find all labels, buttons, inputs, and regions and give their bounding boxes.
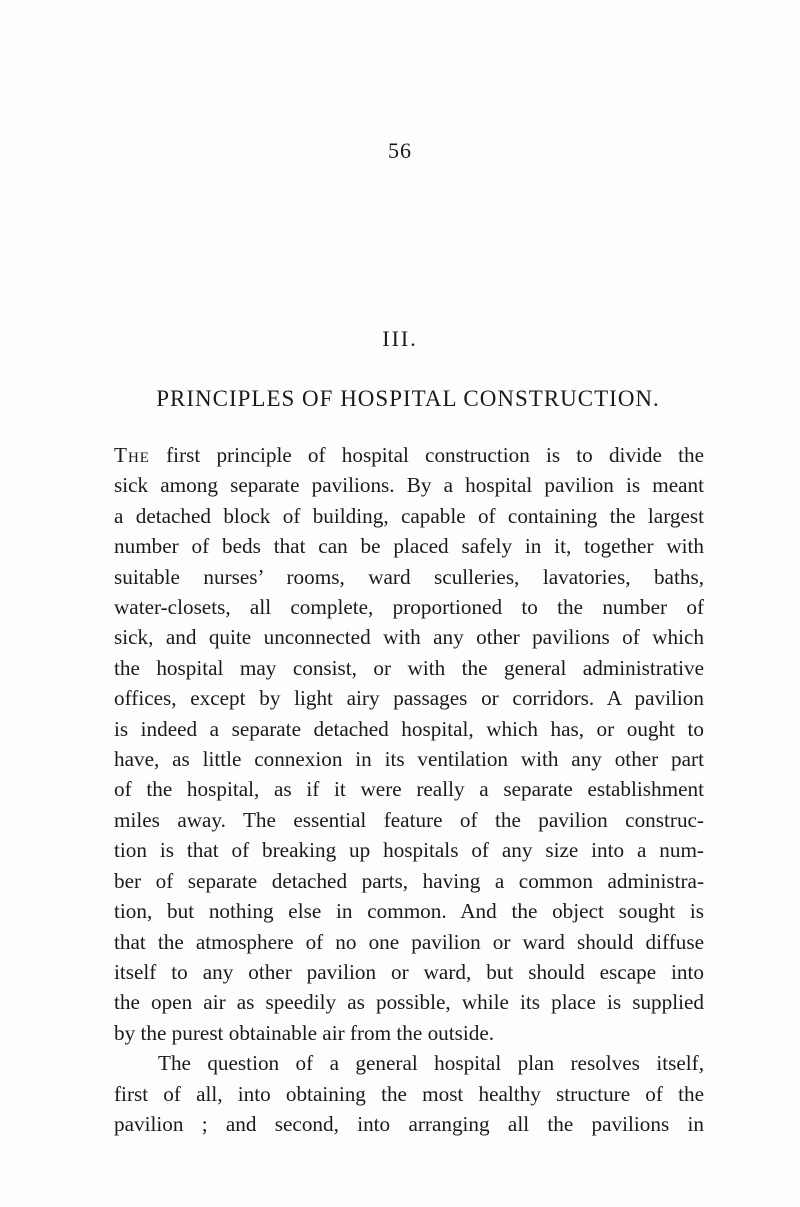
opening-word: The <box>114 443 150 467</box>
text-line: tion is that of breaking up hospitals of any size into a num- <box>114 838 704 863</box>
text-line: that the atmosphere of no one pavilion or ward should diffuse <box>114 929 704 954</box>
text-line: number of beds that can be placed safely in it, together with <box>114 534 704 559</box>
body-text <box>114 440 704 1139</box>
text-line-rest: first principle of hospital construction is to divide the <box>149 443 704 467</box>
text-line: of the hospital, as if it were really a separate establishment <box>114 777 704 802</box>
text-line: the hospital may consist, or with the general administrative <box>114 655 704 680</box>
text-line: water-closets, all complete, proportioned to the number of <box>114 595 704 620</box>
text-line: itself to any other pavilion or ward, but should escape into <box>114 959 704 984</box>
text-line: offices, except by light airy passages or corridors. A pavilion <box>114 686 704 711</box>
chapter-number: III. <box>382 326 418 351</box>
text-line: a detached block of building, capable of containing the largest <box>114 503 704 528</box>
text-line: by the purest obtainable air from the outside. <box>114 1020 495 1045</box>
text-line <box>114 440 704 470</box>
text-line: first of all, into obtaining the most healthy structure of the <box>114 1081 704 1106</box>
text-line: the open air as speedily as possible, while its place is supplied <box>114 990 704 1015</box>
text-line: miles away. The essential feature of the pavilion construc- <box>114 807 704 832</box>
text-line: ber of separate detached parts, having a common administra- <box>114 868 704 893</box>
paragraph-1 <box>114 440 704 1048</box>
text-line: The question of a general hospital plan resolves itself, <box>158 1051 704 1076</box>
text-line: sick, and quite unconnected with any other pavilions of which <box>114 625 704 650</box>
text-line: sick among separate pavilions. By a hospital pavilion is meant <box>114 473 704 498</box>
text-line: pavilion ; and second, into arranging all the pavilions in <box>114 1111 704 1136</box>
text-line: have, as little connexion in its ventilation with any other part <box>114 747 704 772</box>
page-number: 56 <box>388 138 412 163</box>
chapter-title: PRINCIPLES OF HOSPITAL CONSTRUCTION. <box>156 386 660 411</box>
text-line: is indeed a separate detached hospital, which has, or ought to <box>114 716 704 741</box>
text-line: suitable nurses’ rooms, ward sculleries, lavatories, baths, <box>114 564 704 589</box>
text-line: tion, but nothing else in common. And the object sought is <box>114 899 704 924</box>
paragraph-2 <box>114 1048 704 1139</box>
